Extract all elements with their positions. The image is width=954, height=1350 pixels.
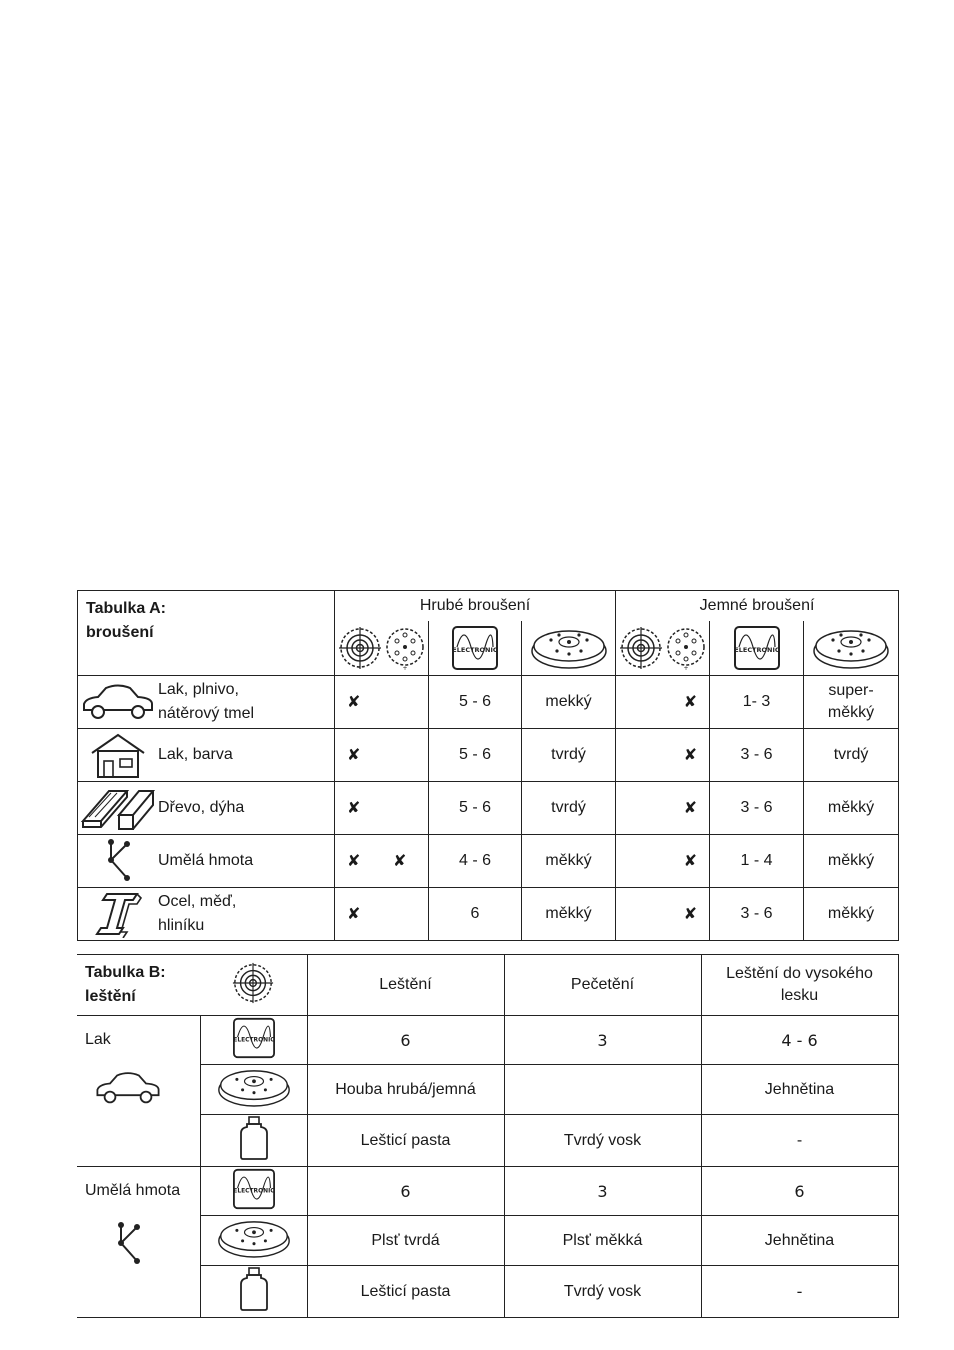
coarse-speed-cell: 5 - 6 <box>429 676 522 729</box>
fine-speed-cell: 3 - 6 <box>710 782 804 835</box>
speed-cell: 3 <box>504 1016 701 1065</box>
pad-cell: Plsť tvrdá <box>307 1216 504 1266</box>
section-label-paint <box>77 1016 200 1167</box>
random-orbit-icon <box>337 625 383 671</box>
pad-icon-cell <box>200 1065 307 1115</box>
coarse-speed-cell: 4 - 6 <box>429 835 522 888</box>
col-header-seal: Pečetění <box>504 955 701 1016</box>
svg-text:ELECTRONIC: ELECTRONIC <box>232 1187 275 1195</box>
plastic-icon <box>113 1221 143 1267</box>
coarse-mode-cell <box>335 729 429 782</box>
check-mark: ✘ <box>347 694 361 711</box>
pad-cell: Jehnětina <box>701 1065 898 1115</box>
svg-text:ELECTRONIC: ELECTRONIC <box>733 646 780 654</box>
fine-electronic-header <box>709 621 803 675</box>
coarse-electronic-header <box>428 621 521 675</box>
svg-text:ELECTRONIC: ELECTRONIC <box>452 646 498 654</box>
col-header-high-gloss-line2: lesku <box>780 987 819 1004</box>
check-mark: ✘ <box>347 906 361 923</box>
agent-cell: Tvrdý vosk <box>504 1266 701 1318</box>
table-a-sanding <box>77 590 899 941</box>
material-label: Lak, barva <box>158 746 233 763</box>
material-cell <box>78 835 335 888</box>
table-a-title-line2: broušení <box>86 624 154 641</box>
backing-pad-icon <box>529 625 609 671</box>
check-mark: ✘ <box>347 747 361 764</box>
fine-pad-cell: měkký <box>804 835 899 888</box>
fine-mode-cell: ✘ <box>616 835 710 888</box>
agent-cell: Lešticí pasta <box>307 1266 504 1318</box>
table-b-polishing <box>77 954 899 1318</box>
steel-beam-icon <box>93 890 143 938</box>
coarse-pad-cell: měkký <box>522 888 616 941</box>
coarse-mode-cell <box>335 782 429 835</box>
material-label-2: hliníku <box>158 917 205 934</box>
table-a-row <box>78 835 899 888</box>
table-a-row <box>78 782 899 835</box>
random-orbit-icon <box>231 961 275 1005</box>
fine-speed-cell: 3 - 6 <box>710 729 804 782</box>
coarse-mode-icons <box>335 621 428 675</box>
coarse-speed-cell: 6 <box>429 888 522 941</box>
table-a-row <box>78 676 899 729</box>
electronic-speed-icon <box>232 1017 276 1059</box>
material-label: Ocel, měď, <box>158 893 237 910</box>
table-b-mode-header <box>200 955 307 1016</box>
material-cell <box>78 729 335 782</box>
bottle-icon <box>237 1266 271 1312</box>
coarse-pad-header <box>521 621 615 675</box>
material-label: Lak, plnivo, <box>158 681 239 698</box>
fine-pad-cell <box>804 676 899 729</box>
coarse-speed-cell: 5 - 6 <box>429 729 522 782</box>
table-a-row <box>78 729 899 782</box>
col-header-high-gloss-line1: Leštění do vysokého <box>726 965 873 982</box>
table-a-row <box>78 888 899 941</box>
speed-cell: 3 <box>504 1167 701 1216</box>
fine-mode-cell: ✘ <box>616 782 710 835</box>
material-cell <box>78 676 335 729</box>
speed-cell: 6 <box>701 1167 898 1216</box>
fine-speed-cell: 1 - 4 <box>710 835 804 888</box>
speed-cell: 6 <box>307 1167 504 1216</box>
pad-cell: Jehnětina <box>701 1216 898 1266</box>
material-cell <box>78 888 335 941</box>
fine-group-label: Jemné broušení <box>699 597 815 614</box>
car-icon <box>93 1070 163 1106</box>
check-mark: ✘ <box>347 853 361 870</box>
table-b-title-line2: leštění <box>85 988 136 1005</box>
fine-mode-icons <box>616 621 709 675</box>
coarse-mode-cell <box>335 888 429 941</box>
agent-icon-cell <box>200 1266 307 1318</box>
rotary-disc-icon <box>664 625 708 671</box>
rotary-disc-icon <box>383 625 427 671</box>
coarse-group-label: Hrubé broušení <box>419 597 531 614</box>
check-mark: ✘ <box>347 800 361 817</box>
coarse-pad-cell: měkký <box>522 835 616 888</box>
backing-pad-icon <box>811 625 891 671</box>
material-label: Dřevo, dýha <box>158 799 245 816</box>
pad-icon-cell <box>200 1216 307 1266</box>
material-cell <box>78 782 335 835</box>
speed-cell: 6 <box>307 1016 504 1065</box>
plastic-icon <box>103 838 133 884</box>
coarse-group-header <box>335 591 616 676</box>
fine-pad-cell: měkký <box>804 782 899 835</box>
coarse-pad-cell: mekký <box>522 676 616 729</box>
speed-cell: 4 - 6 <box>701 1016 898 1065</box>
section-label: Lak <box>85 1031 111 1048</box>
electronic-cell <box>200 1167 307 1216</box>
fine-speed-cell: 1- 3 <box>710 676 804 729</box>
col-header-polish: Leštění <box>307 955 504 1016</box>
coarse-speed-cell: 5 - 6 <box>429 782 522 835</box>
fine-group-header <box>616 591 899 676</box>
coarse-pad-cell: tvrdý <box>522 729 616 782</box>
table-b-title <box>77 955 200 1016</box>
backing-pad-icon <box>216 1216 292 1260</box>
fine-pad-line2: měkký <box>827 704 875 721</box>
fine-mode-cell: ✘ <box>616 729 710 782</box>
table-a-title <box>78 591 335 676</box>
col-header-high-gloss <box>701 955 898 1016</box>
car-icon <box>80 682 156 722</box>
backing-pad-icon <box>216 1065 292 1109</box>
fine-pad-cell: tvrdý <box>804 729 899 782</box>
agent-cell: - <box>701 1266 898 1318</box>
coarse-pad-cell: tvrdý <box>522 782 616 835</box>
table-b-title-line1: Tabulka B: <box>85 964 166 981</box>
house-icon <box>88 731 148 779</box>
electronic-cell <box>200 1016 307 1065</box>
agent-cell: Lešticí pasta <box>307 1115 504 1167</box>
pad-cell: Plsť měkká <box>504 1216 701 1266</box>
fine-pad-cell: měkký <box>804 888 899 941</box>
svg-text:+: + <box>401 665 408 671</box>
agent-icon-cell <box>200 1115 307 1167</box>
pad-cell: Houba hrubá/jemná <box>307 1065 504 1115</box>
wood-icon <box>81 785 155 831</box>
coarse-mode-cell <box>335 835 429 888</box>
fine-mode-cell: ✘ <box>616 676 710 729</box>
table-a-title-line1: Tabulka A: <box>86 600 167 617</box>
pad-cell <box>504 1065 701 1115</box>
fine-mode-cell: ✘ <box>616 888 710 941</box>
fine-speed-cell: 3 - 6 <box>710 888 804 941</box>
bottle-icon <box>237 1115 271 1161</box>
random-orbit-icon <box>618 625 664 671</box>
svg-text:+: + <box>683 665 689 671</box>
electronic-speed-icon <box>451 625 499 671</box>
fine-pad-header <box>803 621 898 675</box>
electronic-speed-icon <box>232 1168 276 1210</box>
material-label-2: nátěrový tmel <box>158 705 255 722</box>
fine-pad-line1: super- <box>828 682 874 699</box>
coarse-mode-cell <box>335 676 429 729</box>
material-label: Umělá hmota <box>158 852 254 869</box>
agent-cell: Tvrdý vosk <box>504 1115 701 1167</box>
check-mark: ✘ <box>393 853 407 870</box>
agent-cell: - <box>701 1115 898 1167</box>
section-label-plastic <box>77 1167 200 1318</box>
section-label: Umělá hmota <box>85 1182 181 1199</box>
electronic-speed-icon <box>733 625 781 671</box>
svg-text:ELECTRONIC: ELECTRONIC <box>232 1036 275 1044</box>
